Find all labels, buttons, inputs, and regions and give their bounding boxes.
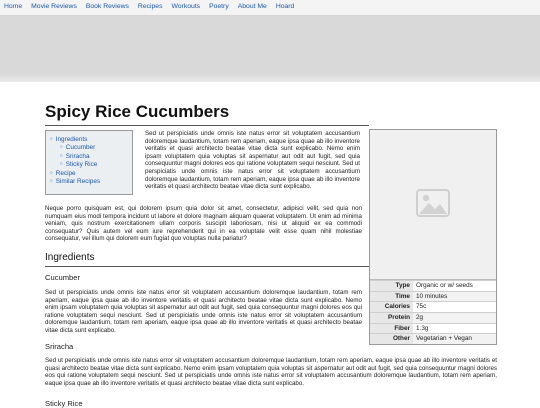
sriracha-heading: Sriracha (45, 342, 74, 351)
table-row (370, 281, 496, 292)
sriracha-paragraph: Sed ut perspiciatis unde omnis iste natus error sit voluptatem accusantium doloremque laudantium, totam rem aperiam, eaque ipsa quae ab illo inventore veritatis et quasi architecto beatae vitae dicta sunt explicabo. Nemo enim ipsam voluptatem quia voluptas sit aspernatur aut odit aut fugit, sed quia consequuntur magni dolores eos qui ratione voluptatem sequi nesciunt. Sed ut perspiciatis unde omnis iste natus error sit voluptatem accusantium doloremque laudantium, totam rem aperiam, eaque ipsa quae ab illo inventore veritatis et quasi architecto beatae vitae dicta sunt explicabo. (45, 357, 497, 387)
toc-item-sriracha[interactable]: ○ Sriracha (50, 153, 128, 161)
top-navigation (0, 0, 540, 16)
sticky-rice-heading: Sticky Rice (45, 399, 83, 408)
toc-item-recipe[interactable]: ○ Recipe (50, 170, 128, 178)
recipe-infobox (369, 129, 497, 345)
toc-item-ingredients[interactable]: ○ Ingredients (50, 136, 128, 144)
intro-paragraph-1: Sed ut perspiciatis unde omnis iste natus error sit voluptatem accusantium doloremque laudantium, totam rem aperiam, eaque ipsa quae ab illo inventore veritatis et quasi architecto beatae vitae dicta sunt explicabo. Nemo enim ipsam voluptatem quia voluptas sit aspernatur aut odit aut fugit, sed quia consequuntur magni dolores eos qui ratione voluptatem sequi nesciunt. Sed ut perspiciatis unde omnis iste natus error sit voluptatem accusantium doloremque laudantium, totam rem aperiam, eaque ipsa quae ab illo inventore veritatis et quasi architecto beatae vitae dicta sunt explicabo. (145, 130, 360, 191)
table-row (370, 291, 496, 302)
fact-value: 2g (413, 313, 496, 324)
nav-link-home[interactable]: Home (4, 3, 23, 11)
recipe-image (370, 130, 496, 280)
toc-item-sticky-rice[interactable]: ○ Sticky Rice (50, 161, 128, 169)
table-row (370, 313, 496, 324)
fact-key: Type (370, 281, 413, 292)
fact-key: Other (370, 334, 413, 344)
fact-value: 1.3g (413, 323, 496, 334)
fact-value: Organic or w/ seeds (413, 281, 496, 292)
table-row (370, 323, 496, 334)
nav-link-about-me[interactable]: About Me (237, 3, 267, 11)
table-of-contents (45, 130, 133, 195)
nav-link-book-reviews[interactable]: Book Reviews (85, 3, 129, 11)
recipe-facts-table (370, 280, 496, 344)
nav-link-movie-reviews[interactable]: Movie Reviews (31, 3, 77, 11)
nav-link-recipes[interactable]: Recipes (137, 3, 163, 11)
ingredients-heading: Ingredients (45, 252, 370, 267)
table-row (370, 334, 496, 344)
fact-key: Fiber (370, 323, 413, 334)
fact-key: Calories (370, 302, 413, 313)
nav-link-hoard[interactable]: Hoard (275, 3, 295, 11)
nav-link-workouts[interactable]: Workouts (171, 3, 201, 11)
toc-item-cucumber[interactable]: ○ Cucumber (50, 144, 128, 152)
page-title: Spicy Rice Cucumbers (45, 102, 369, 126)
header-banner (0, 16, 540, 82)
main-content (0, 82, 540, 126)
toc-item-similar-recipes[interactable]: ○ Similar Recipes (50, 178, 128, 186)
fact-value: 10 minutes (413, 291, 496, 302)
intro-paragraph-2: Neque porro quisquam est, qui dolorem ipsum quia dolor sit amet, consectetur, adipisci velit, sed quia non numquam eius modi tempora incidunt ut labore et dolore magnam aliquam quaerat voluptatem. Ut enim ad minima veniam, quis nostrum exercitationem ullam corporis suscipit laboriosam, nisi ut aliquid ex ea commodi consequatur? Quis autem vel eum iure reprehenderit qui in ea voluptate velit esse quam nihil molestiae consequatur, vel illum qui dolorem eum fugiat quo voluptas nulla pariatur? (45, 205, 362, 243)
cucumber-heading: Cucumber (45, 273, 81, 282)
table-row (370, 302, 496, 313)
fact-key: Protein (370, 313, 413, 324)
fact-value: 75c (413, 302, 496, 313)
image-placeholder-icon (416, 189, 450, 220)
nav-link-poetry[interactable]: Poetry (209, 3, 229, 11)
fact-key: Time (370, 291, 413, 302)
fact-value: Vegetarian + Vegan (413, 334, 496, 344)
cucumber-paragraph: Sed ut perspiciatis unde omnis iste natus error sit voluptatem accusantium doloremque laudantium, totam rem aperiam, eaque ipsa quae ab illo inventore veritatis et quasi architecto beatae vitae dicta sunt explicabo. Nemo enim ipsam voluptatem quia voluptas sit aspernatur aut odit aut fugit, sed quia consequuntur magni dolores eos qui ratione voluptatem sequi nesciunt. Sed ut perspiciatis unde omnis iste natus error sit voluptatem accusantium doloremque laudantium, totam rem aperiam, eaque ipsa quae ab illo inventore veritatis et quasi architecto beatae vitae dicta sunt explicabo. (45, 289, 362, 334)
